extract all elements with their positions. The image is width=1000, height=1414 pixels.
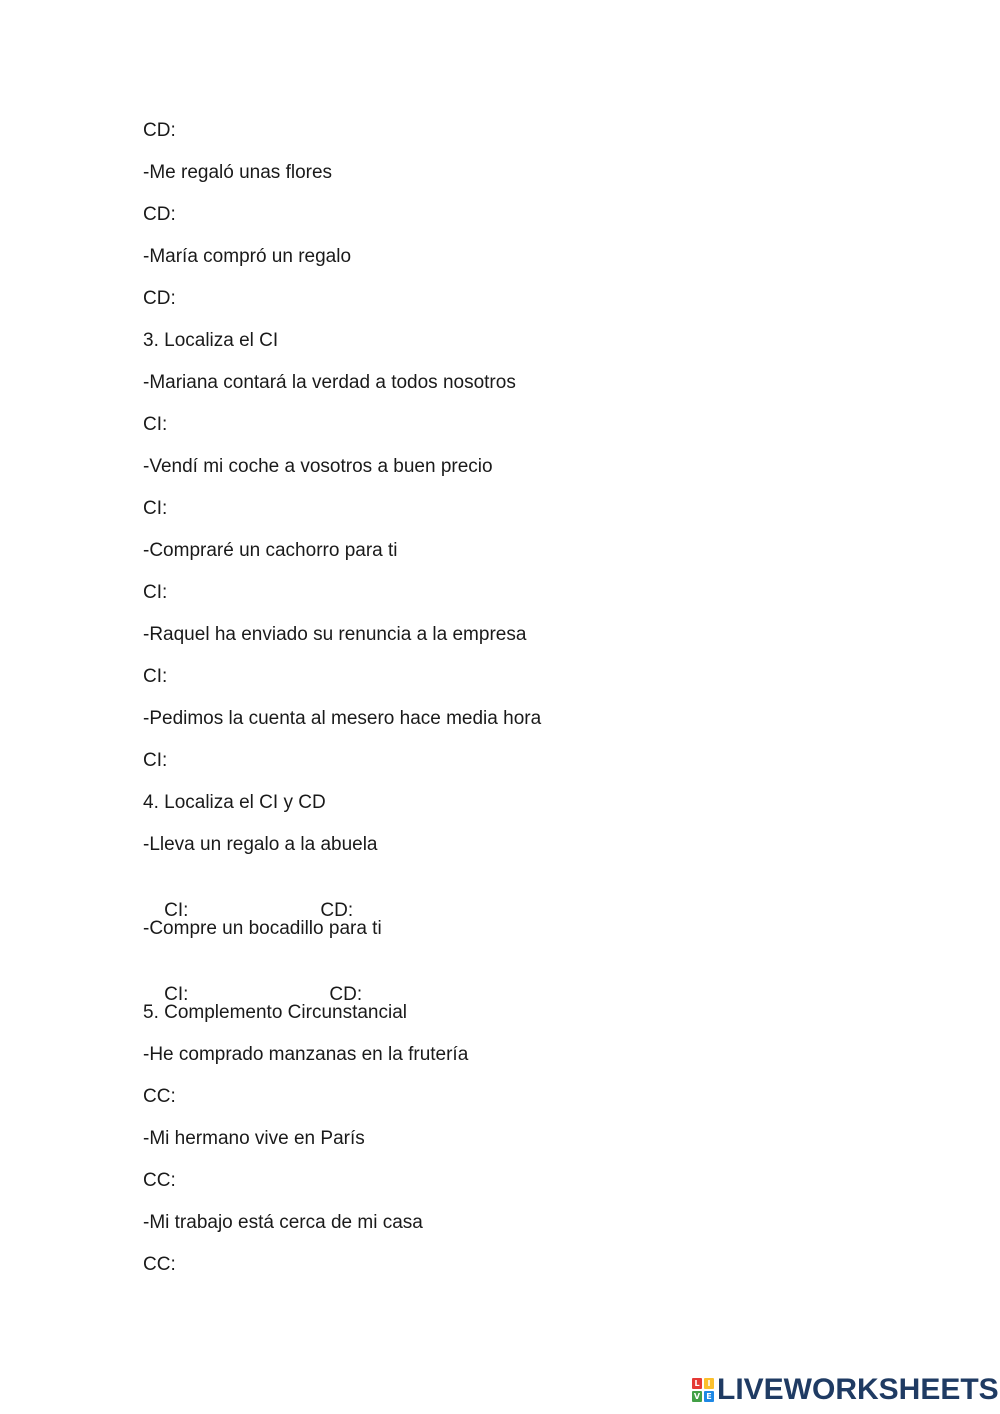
exercise-sentence: -Me regaló unas flores bbox=[143, 162, 333, 183]
exercise-sentence: -Raquel ha enviado su renuncia a la empresa bbox=[143, 624, 527, 645]
answer-label-cd: CD: bbox=[320, 900, 354, 921]
exercise-sentence: -Compre un bocadillo para ti bbox=[143, 918, 382, 939]
exercise-sentence: -Lleva un regalo a la abuela bbox=[143, 834, 378, 855]
answer-label-cd: CD: bbox=[329, 984, 363, 1005]
exercise-sentence: -Mi trabajo está cerca de mi casa bbox=[143, 1212, 423, 1233]
answer-label-cc: CC: bbox=[143, 1254, 176, 1275]
answer-label-ci: CI: bbox=[143, 666, 168, 687]
exercise-sentence: -Mi hermano vive en París bbox=[143, 1128, 365, 1149]
answer-label-ci: CI: bbox=[143, 498, 168, 519]
answer-label-ci: CI: bbox=[143, 414, 168, 435]
exercise-sentence: -María compró un regalo bbox=[143, 246, 352, 267]
logo-mark-icon bbox=[692, 1378, 714, 1402]
answer-label-cc: CC: bbox=[143, 1086, 176, 1107]
exercise-sentence: -Compraré un cachorro para ti bbox=[143, 540, 398, 561]
answer-label-cc: CC: bbox=[143, 1170, 176, 1191]
logo-mark-cell: L bbox=[692, 1378, 702, 1389]
logo-wordmark: LIVEWORKSHEETS bbox=[717, 1373, 999, 1406]
exercise-sentence: -Pedimos la cuenta al mesero hace media hora bbox=[143, 708, 542, 729]
answer-label-ci: CI: bbox=[143, 750, 168, 771]
answer-label-cd: CD: bbox=[143, 120, 176, 141]
logo-mark-cell: V bbox=[693, 1392, 701, 1401]
logo-mark-cell: E bbox=[704, 1391, 714, 1402]
answer-label-ci: CI: bbox=[164, 984, 189, 1005]
section-heading-5: 5. Complemento Circunstancial bbox=[143, 1002, 408, 1023]
exercise-sentence: -He comprado manzanas en la frutería bbox=[143, 1044, 469, 1065]
exercise-sentence: -Vendí mi coche a vosotros a buen precio bbox=[143, 456, 493, 477]
answer-label-ci: CI: bbox=[143, 582, 168, 603]
section-heading-4: 4. Localiza el CI y CD bbox=[143, 792, 326, 813]
logo-mark-cell: I bbox=[704, 1378, 714, 1389]
exercise-sentence: -Mariana contará la verdad a todos nosotros bbox=[143, 372, 516, 393]
answer-label-cd: CD: bbox=[143, 288, 176, 309]
answer-label-ci: CI: bbox=[164, 900, 189, 921]
answer-label-cd: CD: bbox=[143, 204, 176, 225]
section-heading-3: 3. Localiza el CI bbox=[143, 330, 279, 351]
liveworksheets-logo bbox=[692, 1374, 999, 1406]
